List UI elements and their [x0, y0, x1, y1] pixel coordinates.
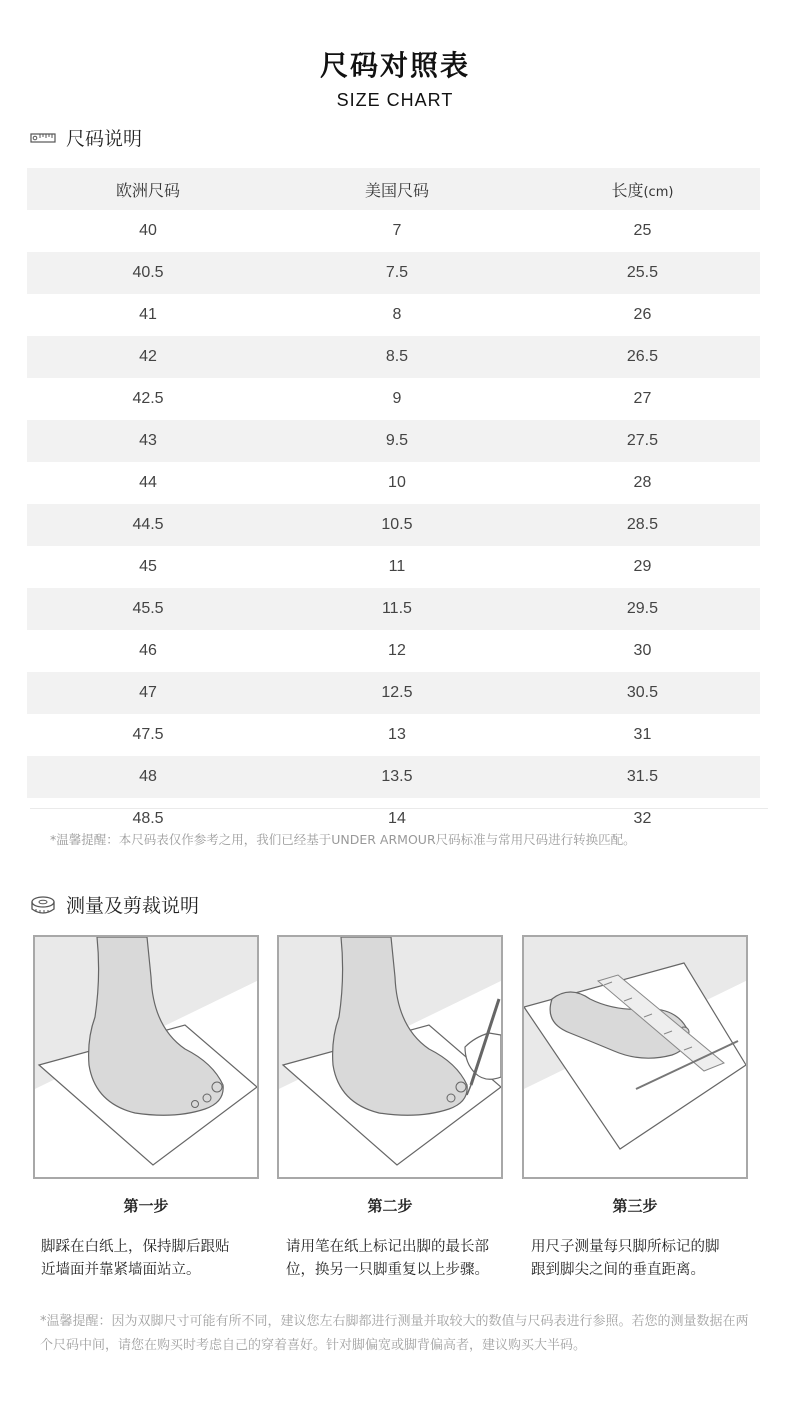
step-3-desc-line2: 跟到脚尖之间的垂直距离。: [531, 1262, 705, 1278]
header-length: [525, 168, 760, 210]
cell-eu-size: 40: [139, 222, 157, 239]
cell-us-size: 12.5: [269, 672, 525, 714]
cell-length: 28.5: [525, 504, 760, 546]
title-cn: 尺码对照表: [319, 49, 470, 82]
cell-us-size: 11.5: [269, 588, 525, 630]
cell-eu-size: 48: [27, 756, 269, 798]
cell-length: 26: [633, 306, 652, 323]
header-length-label: 长度: [611, 180, 644, 200]
cell-us-size: 7: [392, 222, 402, 239]
cell-us-size: 13.5: [269, 756, 525, 798]
tape-measure-icon: [30, 895, 56, 915]
step-3-desc: [531, 1236, 761, 1282]
cell-us-size: 9: [392, 390, 402, 407]
size-section-title: 尺码说明: [66, 128, 143, 150]
cell-us-size: 14: [388, 810, 406, 827]
table-row: [27, 336, 760, 378]
table-row: [27, 630, 760, 672]
cell-length: 27: [633, 390, 652, 407]
cell-length: 30.5: [525, 672, 760, 714]
step-2-desc-line2: 位，换另一只脚重复以上步骤。: [286, 1262, 489, 1278]
table-row: [27, 546, 760, 588]
header-length-unit: (cm): [643, 184, 674, 200]
size-table-header-row: [27, 168, 760, 210]
cell-eu-size: 42.5: [132, 390, 164, 407]
table-row: [27, 462, 760, 504]
cell-length: 25.5: [525, 252, 760, 294]
cell-eu-size: 44.5: [27, 504, 269, 546]
table-row: [27, 756, 760, 798]
step-3-desc-line1: 用尺子测量每只脚所标记的脚: [531, 1239, 720, 1255]
header-us-size: 美国尺码: [269, 168, 525, 210]
step-3-title: 第三步: [612, 1197, 658, 1215]
ruler-measure-illustration: [522, 935, 748, 1179]
cell-length: 30: [633, 642, 652, 659]
table-row: [27, 714, 760, 756]
step-1-desc-line1: 脚踩在白纸上，保持脚后跟贴: [41, 1239, 230, 1255]
cell-us-size: 11: [388, 558, 406, 575]
size-table: [27, 168, 760, 840]
title-en: SIZE CHART: [336, 90, 454, 110]
cell-length: 27.5: [525, 420, 760, 462]
size-note: *温馨提醒：本尺码表仅作参考之用，我们已经基于UNDER ARMOUR尺码标准与常用尺码进行转换匹配。: [50, 832, 636, 847]
cell-us-size: 12: [388, 642, 406, 659]
measure-section-title: 测量及剪裁说明: [66, 895, 200, 917]
cell-length: 29.5: [525, 588, 760, 630]
cell-length: 32: [633, 810, 652, 827]
cell-us-size: 13: [388, 726, 406, 743]
divider: [30, 808, 768, 809]
cell-us-size: 8: [392, 306, 402, 323]
cell-length: 29: [633, 558, 652, 575]
ruler-icon: [30, 128, 56, 148]
table-row: [27, 252, 760, 294]
step-1-desc: [41, 1236, 271, 1282]
step-2-desc: [286, 1236, 516, 1282]
cell-eu-size: 48.5: [132, 810, 164, 827]
table-row: [27, 378, 760, 420]
cell-us-size: 9.5: [269, 420, 525, 462]
measure-section-header: [30, 891, 199, 918]
cell-eu-size: 41: [139, 306, 157, 323]
step-1-desc-line2: 近墙面并靠紧墙面站立。: [41, 1262, 201, 1278]
cell-eu-size: 47: [27, 672, 269, 714]
cell-length: 31: [633, 726, 652, 743]
foot-trace-pen-illustration: [277, 935, 503, 1179]
cell-length: 28: [633, 474, 652, 491]
cell-us-size: 7.5: [269, 252, 525, 294]
step-2-title: 第二步: [367, 1197, 413, 1215]
cell-eu-size: 44: [139, 474, 157, 491]
step-2-desc-line1: 请用笔在纸上标记出脚的最长部: [286, 1239, 489, 1255]
cell-eu-size: 43: [27, 420, 269, 462]
cell-eu-size: 42: [27, 336, 269, 378]
header-eu-size: 欧洲尺码: [27, 168, 269, 210]
table-row: [27, 588, 760, 630]
size-section-header: [30, 124, 142, 151]
cell-eu-size: 45.5: [27, 588, 269, 630]
cell-eu-size: 46: [139, 642, 157, 659]
cell-us-size: 8.5: [269, 336, 525, 378]
table-row: [27, 672, 760, 714]
table-row: [27, 294, 760, 336]
cell-length: 25: [633, 222, 652, 239]
cell-eu-size: 45: [139, 558, 157, 575]
step-1-title: 第一步: [123, 1197, 169, 1215]
foot-on-paper-illustration: [33, 935, 259, 1179]
bottom-note: *温馨提醒：因为双脚尺寸可能有所不同，建议您左右脚都进行测量并取较大的数值与尺码表进行参照。若您的测量数据在两个尺码中间，请您在购买时考虑自己的穿着喜好。针对脚偏宽或脚背偏高者，建议购买大半码。: [40, 1314, 749, 1353]
table-row: [27, 210, 760, 252]
cell-us-size: 10: [388, 474, 406, 491]
cell-us-size: 10.5: [269, 504, 525, 546]
cell-eu-size: 47.5: [132, 726, 164, 743]
cell-length: 26.5: [525, 336, 760, 378]
cell-length: 31.5: [525, 756, 760, 798]
table-row: [27, 420, 760, 462]
table-row: [27, 504, 760, 546]
size-table-body: [27, 210, 760, 840]
cell-eu-size: 40.5: [27, 252, 269, 294]
